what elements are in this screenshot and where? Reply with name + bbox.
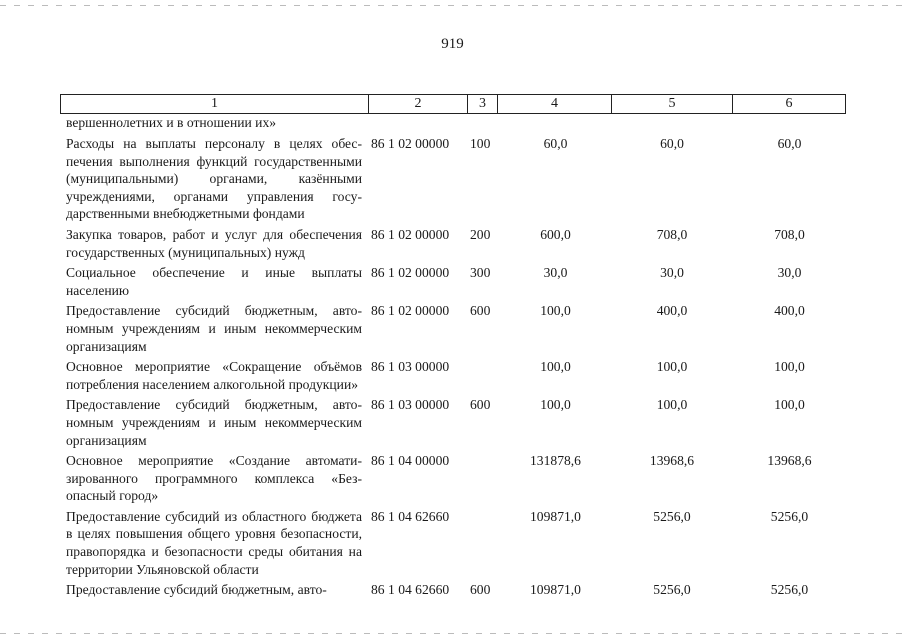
table-row: [60, 302, 846, 355]
row-value-4: 100,0: [540, 303, 571, 319]
row-code: 86 1 02 00000: [371, 265, 450, 281]
table-row: [60, 226, 846, 261]
row-name: Закупка товаров, работ и услуг для обеспечения государственных (муниципальных) нужд: [66, 226, 362, 260]
row-value-4: 100,0: [540, 397, 571, 413]
header-col-1: 1: [61, 95, 369, 113]
row-value-4: 60,0: [543, 136, 568, 151]
row-value-5: 30,0: [660, 265, 684, 281]
table-row: [60, 135, 846, 223]
row-expense-type: 300: [470, 265, 491, 281]
row-name: Расходы на выплаты персоналу в целях обеспечения выполнения функций государственными (муниципальными) органами, казёнными учреждениями, органами управления государственными внебюджетными фондами: [66, 136, 362, 222]
row-value-5: 100,0: [656, 397, 688, 413]
row-value-4: 109871,0: [530, 582, 581, 598]
row-value-6: 5256,0: [770, 582, 809, 598]
row-code: 86 1 04 00000: [371, 453, 450, 469]
row-value-4: 30,0: [543, 265, 568, 281]
row-code: 86 1 02 00000: [371, 136, 450, 151]
row-expense-type: 600: [470, 397, 491, 413]
row-value-6: 100,0: [774, 397, 805, 413]
row-value-6: 100,0: [774, 359, 805, 375]
row-value-6: 30,0: [777, 265, 802, 281]
header-col-2: 2: [369, 95, 468, 113]
row-name: Предоставление субсидий бюджетным, автономным учреждениям и иным некоммерческим организациям: [66, 303, 362, 354]
row-code: 86 1 04 62660: [371, 582, 450, 598]
row-value-4: 600,0: [540, 226, 571, 242]
row-value-5: 5256,0: [653, 582, 691, 598]
table-row: [60, 358, 846, 393]
row-expense-type: 600: [470, 303, 491, 319]
row-code: 86 1 02 00000: [371, 303, 450, 319]
table-row-continuation: [60, 114, 846, 132]
header-col-4: 4: [498, 95, 612, 113]
page-number: 919: [441, 36, 464, 52]
scan-edge-top: [0, 5, 905, 6]
table-header: [60, 94, 846, 114]
scan-edge-bottom: [0, 633, 905, 634]
row-name: Социальное обеспечение и иные выплаты населению: [66, 265, 362, 298]
row-name: Предоставление субсидий бюджетным, автономным учреждениям и иным некоммерческим организациям: [66, 397, 362, 448]
row-value-6: 708,0: [774, 226, 805, 242]
row-value-5: 60,0: [660, 136, 684, 151]
row-value-6: 5256,0: [770, 508, 809, 524]
row-value-6: 60,0: [777, 136, 802, 151]
row-value-4: 100,0: [540, 359, 571, 375]
row-value-5: 100,0: [656, 359, 688, 375]
row-code: 86 1 02 00000: [371, 226, 450, 242]
table-row: [60, 508, 846, 578]
row-expense-type: 200: [470, 226, 491, 242]
row-value-5: 708,0: [656, 226, 688, 242]
table-row: [60, 396, 846, 449]
row-code: 86 1 03 00000: [371, 359, 450, 375]
row-value-5: 5256,0: [653, 508, 691, 524]
row-value-5: 400,0: [656, 303, 688, 319]
row-value-6: 13968,6: [767, 453, 812, 469]
header-col-3: 3: [468, 95, 498, 113]
row-name: Предоставление субсидий из областного бюджета в целях повышения общего уровня безопасности, правопорядка и безопасности среды обитания на территории Ульяновской области: [66, 508, 362, 577]
row-expense-type: 100: [470, 136, 491, 151]
row-value-6: 400,0: [774, 303, 805, 319]
table-row: [60, 264, 846, 299]
table-row: [60, 581, 846, 599]
row-name: вершеннолетних и в отношении их»: [66, 115, 277, 130]
row-code: 86 1 04 62660: [371, 508, 450, 524]
row-name: Основное мероприятие «Сокращение объёмов потребления населением алкогольной продукции»: [66, 359, 362, 392]
row-value-4: 109871,0: [530, 508, 581, 524]
header-col-6: 6: [785, 96, 793, 111]
row-expense-type: 600: [470, 582, 491, 598]
header-col-5: 5: [612, 95, 733, 113]
table-row: [60, 452, 846, 505]
row-code: 86 1 03 00000: [371, 397, 450, 413]
table-body: [60, 114, 846, 599]
row-name: Основное мероприятие «Создание автоматизированного программного комплекса «Безопасный город»: [66, 453, 362, 504]
budget-table: [60, 94, 846, 599]
row-name: Предоставление субсидий бюджетным, авто-: [66, 582, 327, 598]
row-value-5: 13968,6: [649, 453, 695, 469]
row-value-4: 131878,6: [530, 453, 581, 469]
